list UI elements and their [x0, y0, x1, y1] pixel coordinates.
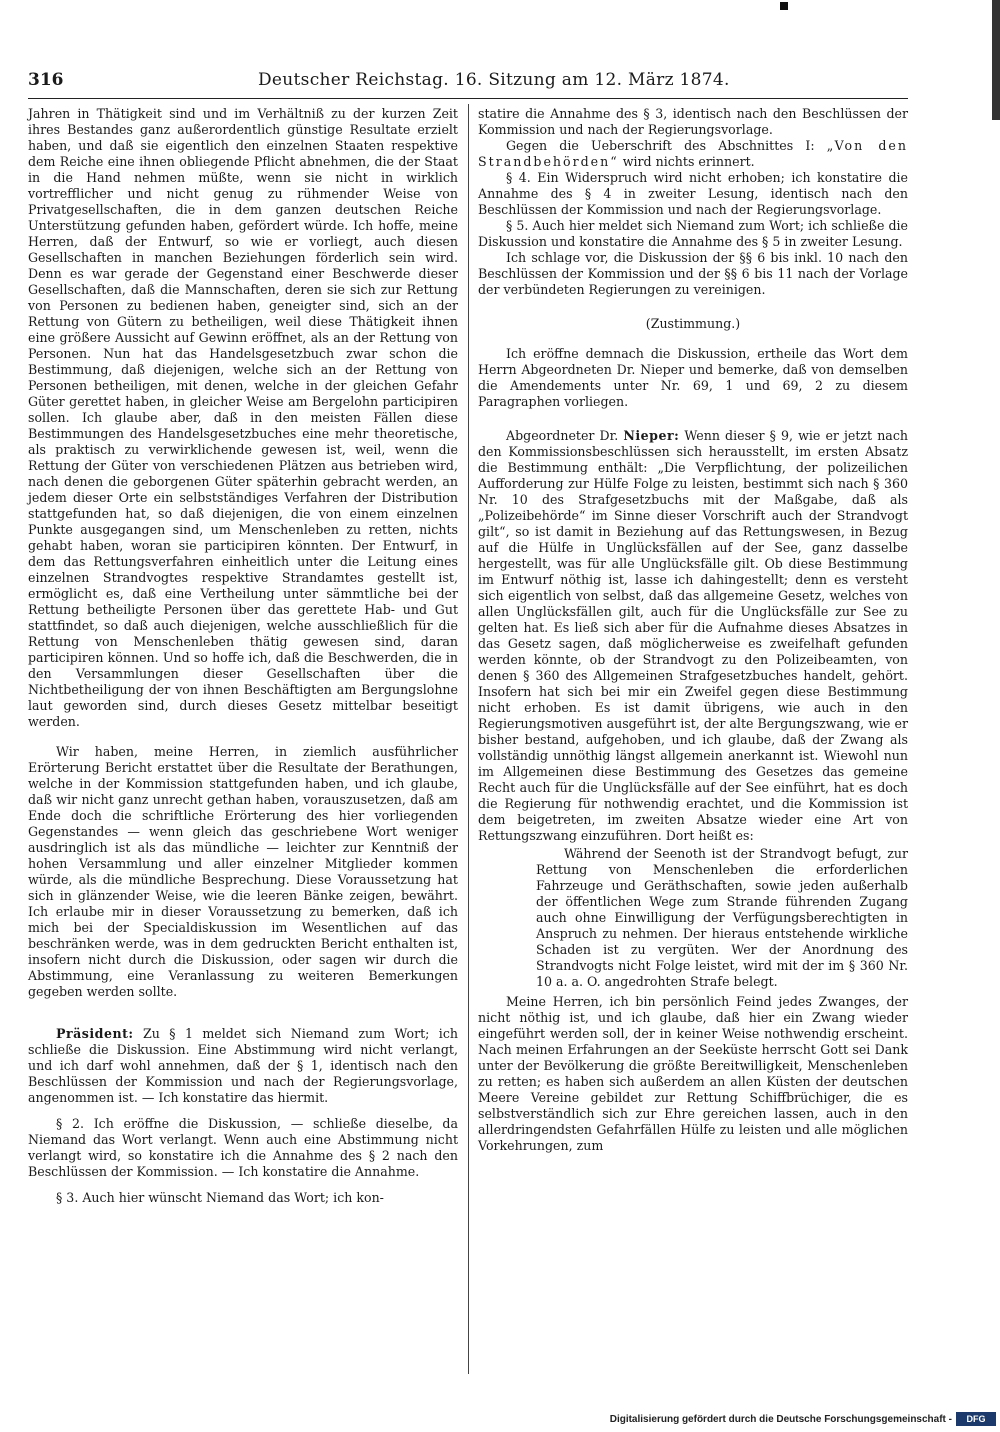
page-number: 316 [28, 70, 64, 90]
running-title: Deutscher Reichstag. 16. Sitzung am 12. März 1874. [258, 70, 730, 90]
digitization-credit: Digitalisierung gefördert durch die Deutsche Forschungsgemeinschaft - [609, 1414, 952, 1425]
scan-mark [780, 2, 788, 10]
header-rule [28, 98, 908, 99]
paragraph: § 4. Ein Widerspruch wird nicht erhoben; ich konstatire die Annahme des § 4 in zweiter Lesung, identisch nach den Beschlüssen der Kommission und nach der Regierungsvorlage. [478, 170, 908, 217]
paragraph [28, 1026, 458, 1106]
speaker-prefix: Abgeordneter Dr. [506, 428, 619, 443]
column-divider [468, 104, 469, 1374]
section-heading-quote: „Von den Strandbehörden“ [478, 138, 908, 169]
speech-text: Wenn dieser § 9, wie er jetzt nach den Kommissionsbeschlüssen sich herausstellt, im ersten Absatz die Bestimmung enthält: „Die Verpflichtung, der polizeilichen Aufforderung zur Hülfe Folge zu leisten, bestimmt sich nach § 360 Nr. 10 des Strafgesetzbuchs mit der Maßgabe, daß als „Polizeibehörde“ im Sinne dieser Vorschrift auch der Strandvogt gilt“, so ist damit in Beziehung auf das Rettungswesen, in Bezug auf die Hülfe in Unglücksfällen auf der See, ganz dasselbe hergestellt, was für alle Unglücksfälle gilt. Ob diese Bestimmung im Entwurf nöthig ist, lasse ich dahingestellt; denn es versteht sich eigentlich von selbst, daß das allgemeine Gesetz, welches von allen Unglücksfällen gilt, auch für die Unglücksfälle zur See zu gelten hat. Es ließ sich aber für die Aufnahme dieses Absatzes in das Gesetz sagen, daß möglicherweise es zweifelhaft gefunden werden könnte, ob der Strandvogt zu den Polizeibeamten, von denen § 360 des Allgemeinen Strafgesetzbuches handelt, gehört. Insofern hat sich bei mir ein Zweifel gegen diese Bestimmung nicht erhoben. Es ist damit übrigens, wie auch in den Regierungsmotiven ausgeführt ist, der alte Bergungszwang, wie er bisher bestand, aufgehoben, und ich glaube, daß der Zwang als vollständig unnöthig längst allgemein anerkannt ist. Wiewohl nun im Allgemeinen diese Bestimmung des Gesetzes das gemeine Recht auch für die Unglücksfälle auf der See einführt, hat es doch die Regierung für nothwendig erachtet, und die Kommission ist dem beigetreten, im zweiten Absatze wieder eine Art von Rettungszwang einzuführen. Dort heißt es: [478, 428, 908, 843]
speaker-name: Nieper: [623, 428, 680, 443]
paragraph [478, 138, 908, 170]
paragraph: § 5. Auch hier meldet sich Niemand zum Wort; ich schließe die Diskussion und konstatire die Annahme des § 5 in zweiter Lesung. [478, 218, 908, 249]
scan-mark [992, 0, 1000, 120]
quoted-law-text: Während der Seenoth ist der Strandvogt befugt, zur Rettung von Menschenleben die erforderlichen Fahrzeuge und Geräthschaften, sowie jeden außerhalb der öffentlichen Wege zum Strande führenden Zugang auch ohne Einwilligung der Verfügungsberechtigten in Anspruch zu nehmen. Der hieraus entstehende wirkliche Schaden ist zu vergüten. Wer der Anordnung des Strandvogts nicht Folge leistet, wird mit der im § 360 Nr. 10 a. a. O. angedrohten Strafe belegt. [536, 846, 908, 989]
speaker-name: Präsident: [56, 1026, 134, 1041]
speech-text: Zu § 1 meldet sich Niemand zum Wort; ich schließe die Diskussion. Eine Abstimmung wird nicht verlangt, und ich darf wohl annehmen, daß der § 1, identisch nach den Beschlüssen der Kommission und nach der Regierungsvorlage, angenommen ist. — Ich konstatire das hiermit. [28, 1026, 458, 1105]
paragraph: Wir haben, meine Herren, in ziemlich ausführlicher Erörterung Bericht erstattet über die Resultate der Berathungen, welche in der Kommission stattgefunden haben, und ich glaube, daß wir nicht ganz unrecht gethan haben, vorauszusetzen, daß am Ende doch die schriftliche Erörterung des hier vorliegenden Gegenstandes — wenn gleich das geschriebene Wort weniger ausdringlich ist als das mündliche — leichter zur Kenntniß der hohen Versammlung und aller einzelner Mitglieder kommen würde, als die mündliche Besprechung. Diese Voraussetzung hat sich in glänzender Weise, wie die leeren Bänke zeigen, bewährt. Ich erlaube mir in dieser Voraussetzung zu bemerken, daß ich mich bei der Specialdiskussion im Wesentlichen auf das beschränken werde, was in dem gedruckten Bericht enthalten ist, insofern nicht durch die Diskussion, oder sagen wir durch die Abstimmung, eine Veranlassung zu weiteren Bemerkungen gegeben werden sollte. [28, 744, 458, 999]
paragraph: § 3. Auch hier wünscht Niemand das Wort; ich kon- [56, 1190, 384, 1205]
left-column [28, 106, 458, 1206]
text-span: wird nichts erinnert. [622, 154, 755, 169]
text-span: Gegen die Ueberschrift des Abschnittes I: [506, 138, 815, 153]
dfg-logo: DFG [956, 1412, 996, 1426]
paragraph: § 2. Ich eröffne die Diskussion, — schließe dieselbe, da Niemand das Wort verlangt. Wenn auch eine Abstimmung nicht verlangt wird, so konstatire ich die Annahme des § 2 nach den Beschlüssen der Kommission. — Ich konstatire die Annahme. [28, 1116, 458, 1179]
paragraph [478, 428, 908, 844]
page-header [28, 70, 910, 96]
paragraph: Ich eröffne demnach die Diskussion, ertheile das Wort dem Herrn Abgeordneten Dr. Nieper und bemerke, daß von demselben die Amendements unter Nr. 69, 1 und 69, 2 zu diesem Paragraphen vorliegen. [478, 346, 908, 409]
right-column [478, 106, 908, 1154]
paragraph: Meine Herren, ich bin persönlich Feind jedes Zwanges, der nicht nöthig ist, und ich glaube, daß hier ein Zwang wieder eingeführt werden soll, der in keiner Weise nothwendig erscheint. Nach meinen Erfahrungen an der Seeküste herrscht Gott sei Dank unter der Bevölkerung die größte Bereitwilligkeit, Menschenleben zu retten; es haben sich außerdem an allen Küsten der deutschen Meere Vereine gebildet zur Rettung Schiffbrüchiger, die es selbstverständlich sich zur Ehre gereichen lassen, auch in den allerdringendsten Gefahrfällen Hülfe zu leisten und alle möglichen Vorkehrungen, zum [478, 994, 908, 1153]
paragraph: Ich schlage vor, die Diskussion der §§ 6 bis inkl. 10 nach den Beschlüssen der Kommission und der §§ 6 bis 11 nach der Vorlage der verbündeten Regierungen zu vereinigen. [478, 250, 908, 297]
interjection: (Zustimmung.) [645, 316, 741, 331]
paragraph: statire die Annahme des § 3, identisch nach den Beschlüssen der Kommission und nach der Regierungsvorlage. [478, 106, 908, 137]
paragraph: Jahren in Thätigkeit sind und im Verhältniß zu der kurzen Zeit ihres Bestandes ganz außerordentlich günstige Resultate erzielt haben, und daß sie eigentlich den einzelnen Staaten respektive dem Reiche eine ihnen obliegende Pflicht abnehmen, die der Staat in die Hand nehmen müßte, wenn sie nicht in wirklich vortrefflicher und nicht genug zu rühmender Weise von Privatgesellschaften, die in dem ganzen deutschen Reiche Unterstützung gefunden haben, gefördert würde. Ich hoffe, meine Herren, daß der Entwurf, so wie er vorliegt, auch diesen Gesellschaften in manchen Beziehungen förderlich sein wird. Denn es war gerade der Gegenstand einer Beschwerde dieser Gesellschaften, daß die Mannschaften, deren sie sich zur Rettung von Personen zu bedienen haben, geneigter sind, sich an der Rettung von Gütern zu betheiligen, weil diese Thätigkeit ihnen eine größere Aussicht auf Gewinn eröffnet, als an der Rettung von Personen. Nun hat das Handelsgesetzbuch zwar schon die Bestimmung, daß diejenigen, welche sich an der Rettung von Personen betheiligen, mit denen, welche in der gleichen Gefahr Güter gerettet haben, in gleicher Weise am Bergelohn participiren sollen. Ich glaube aber, daß in den meisten Fällen diese Bestimmungen des Handelsgesetzbuches eine mehr theoretische, als praktisch zu verwirklichende gewesen ist, weil, wenn die Rettung der Güter von verschiedenen Plätzen aus betrieben wird, nach denen die geborgenen Güter späterhin gebracht werden, an jedem dieser Orte ein selbstständiges Verfahren der Distribution stattgefunden hat, so daß diejenigen, die von einem einzelnen Punkte ausgegangen sind, um Menschenleben zu retten, nichts gehabt haben, woran sie participiren könnten. Der Entwurf, in dem das Rettungsverfahren einheitlich unter die Leitung eines einzelnen Strandvogtes respektive Strandamtes gestellt ist, ermöglicht es, daß eine Vertheilung unter sämmtliche bei der Rettung betheiligte Personen über das gerettete Hab- und Gut stattfindet, so daß auch diejenigen, welche ausschließlich für die Rettung von Menschenleben thätig gewesen sind, daran participiren können. Und so hoffe ich, daß die Beschwerden, die in den Versammlungen dieser Gesellschaften über die Nichtbetheiligung der von ihnen Beschäftigten am Bergungslohne laut geworden sind, durch dieses Gesetz mittelbar beseitigt werden. [28, 106, 458, 729]
